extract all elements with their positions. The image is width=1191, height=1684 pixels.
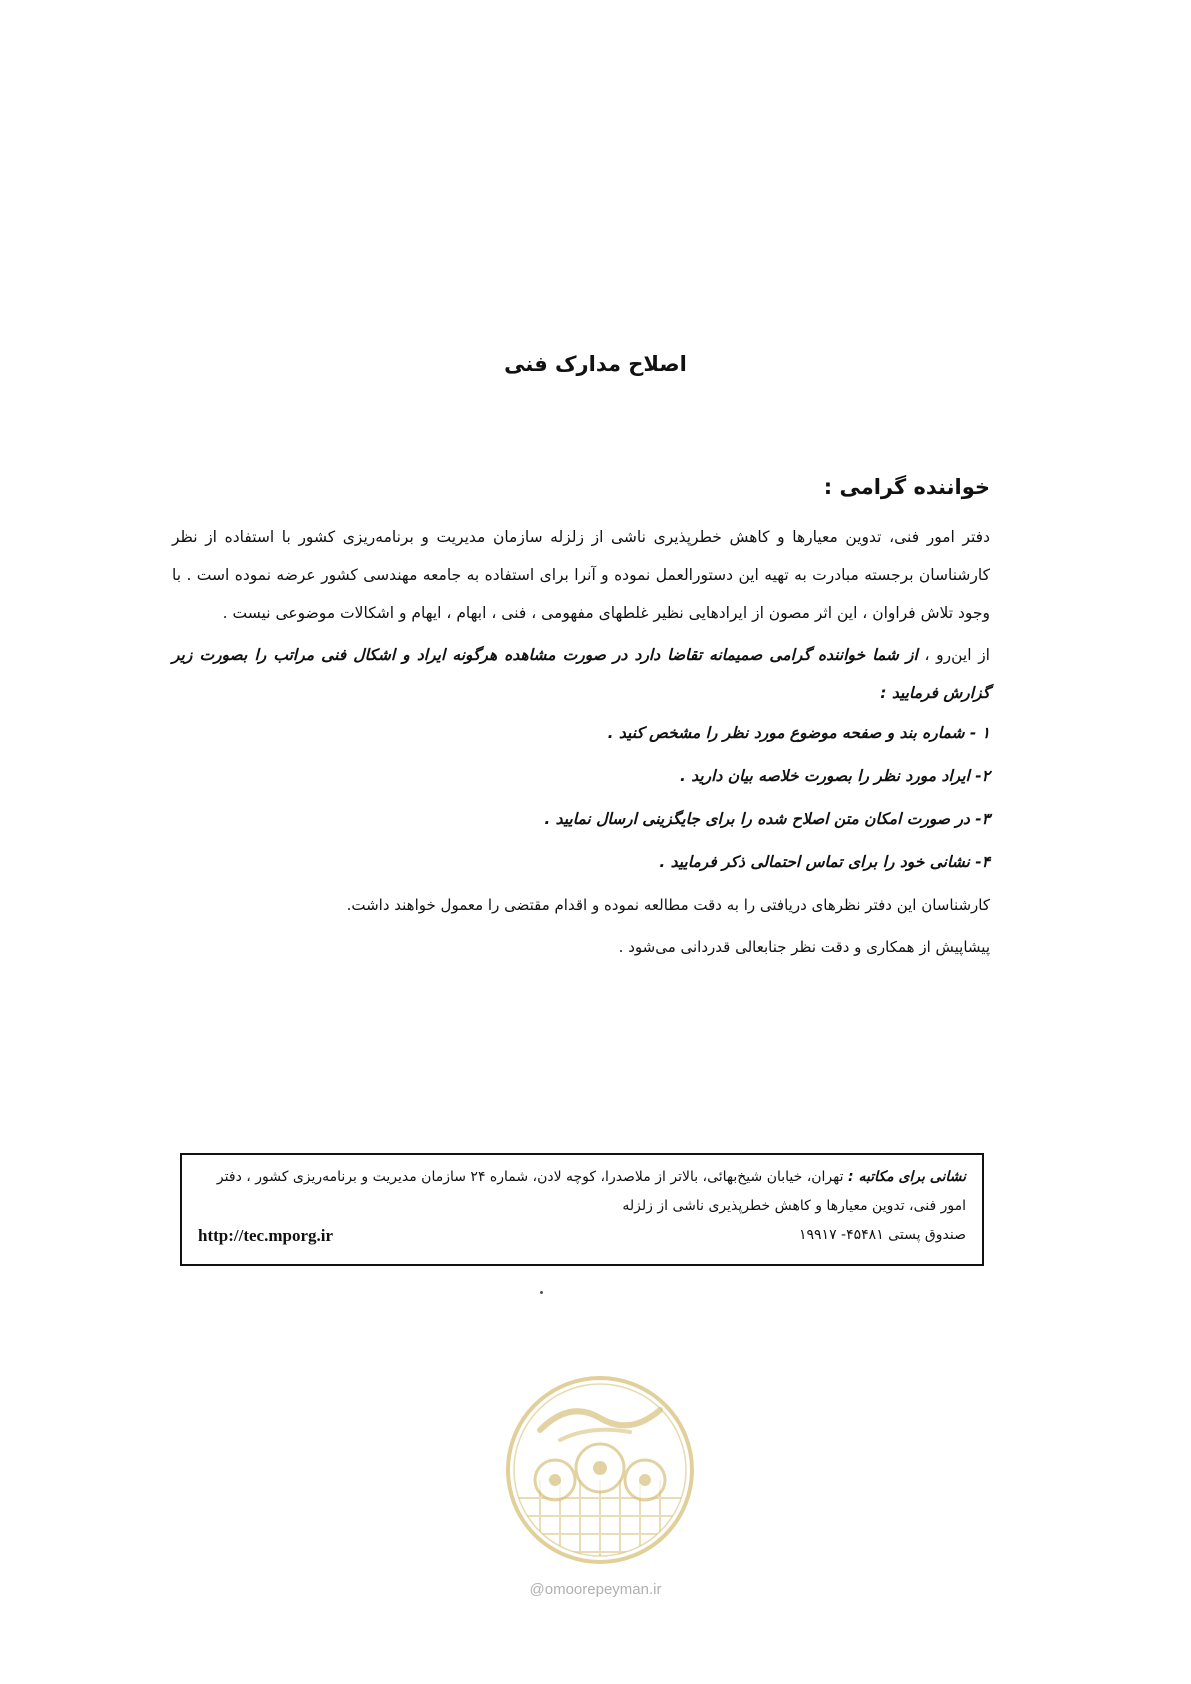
watermark-caption: @omoorepeyman.ir: [529, 1581, 662, 1598]
request-paragraph: [172, 636, 990, 712]
closing-line-2: پیشاپیش از همکاری و دقت نظر جنابعالی قدردانی می‌شود .: [618, 938, 990, 956]
address-text: [198, 1163, 966, 1221]
request-prefix: از این‌رو ،: [924, 646, 990, 664]
website-link[interactable]: http://tec.mporg.ir: [198, 1226, 334, 1245]
po-box: صندوق پستی ۴۵۴۸۱- ۱۹۹۱۷: [799, 1227, 966, 1243]
address-line: تهران، خیابان شیخ‌بهائی، بالاتر از ملاصدرا، کوچه لادن، شماره ۲۴ سازمان مدیریت و برنامه‌ریزی کشور ، دفتر امور فنی، تدوین معیارها و کاهش خطرپذیری ناشی از زلزله: [216, 1169, 966, 1214]
list-item: ۲- ایراد مورد نظر را بصورت خلاصه بیان دارید .: [679, 767, 990, 785]
list-item: ۴- نشانی خود را برای تماس احتمالی ذکر فرمایید .: [659, 853, 990, 871]
list-item: ۳- در صورت امکان متن اصلاح شده را برای جایگزینی ارسال نمایید .: [544, 810, 990, 828]
scan-dot: [540, 1291, 543, 1294]
watermark-logo: [500, 1370, 700, 1570]
list-item: ۱ - شماره بند و صفحه موضوع مورد نظر را مشخص کنید .: [607, 724, 990, 742]
closing-line-1: کارشناسان این دفتر نظرهای دریافتی را به دقت مطالعه نموده و اقدام مقتضی را معمول خواهند داشت.: [346, 896, 990, 914]
instruction-list: [172, 712, 990, 884]
address-box: [180, 1153, 984, 1266]
greeting: خواننده گرامی :: [823, 475, 990, 499]
address-footer: [198, 1221, 966, 1250]
request-emphasis: از شما خواننده گرامی صمیمانه تقاضا دارد در صورت مشاهده هرگونه ایراد و اشکال فنی مراتب را بصورت زیر گزارش فرمایید :: [172, 646, 990, 702]
address-label: نشانی برای مکاتبه :: [847, 1169, 966, 1185]
watermark-seal-icon: [500, 1370, 700, 1570]
intro-paragraph: دفتر امور فنی، تدوین معیارها و کاهش خطرپذیری ناشی از زلزله سازمان مدیریت و برنامه‌ریزی کشور با استفاده از نظر کارشناسان برجسته مبادرت به تهیه این دستورالعمل نموده و آنرا برای استفاده به جامعه مهندسی کشور عرضه نموده است . با وجود تلاش فراوان ، این اثر مصون از ایرادهایی نظیر غلطهای مفهومی ، فنی ، ابهام ، ایهام و اشکالات موضوعی نیست .: [172, 528, 990, 622]
page-title: اصلاح مدارک فنی: [504, 352, 687, 376]
letter-body: [172, 470, 990, 968]
